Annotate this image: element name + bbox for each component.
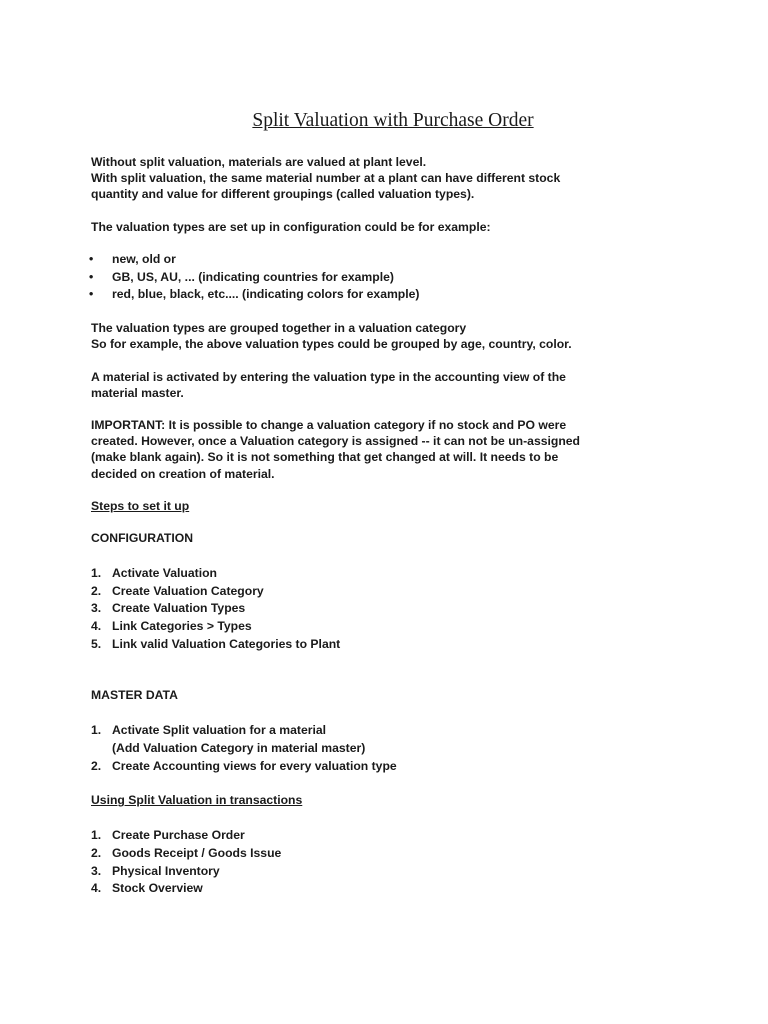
spacer — [91, 514, 691, 530]
list-item — [91, 863, 691, 881]
list-item — [91, 880, 691, 898]
spacer — [91, 546, 691, 565]
category-line-1: The valuation types are grouped together in a valuation category — [91, 321, 467, 336]
bullet-text: GB, US, AU, ... (indicating countries for example) — [112, 269, 394, 284]
list-item — [91, 251, 691, 269]
step-number: 1. — [91, 723, 102, 738]
step-label: Goods Receipt / Goods Issue — [112, 845, 282, 860]
master-data-heading: MASTER DATA — [91, 688, 178, 703]
step-number: 4. — [91, 619, 102, 634]
step-label: Create Valuation Types — [112, 601, 246, 616]
spacer — [91, 775, 691, 792]
list-item — [91, 722, 691, 740]
step-number: 3. — [91, 863, 102, 878]
spacer — [91, 304, 691, 320]
step-sub-label: (Add Valuation Category in material master) — [112, 741, 366, 755]
configuration-heading: CONFIGURATION — [91, 531, 194, 546]
bullet-icon: • — [89, 287, 94, 302]
activation-line-2: material master. — [91, 385, 184, 400]
list-item — [91, 286, 691, 304]
spacer — [91, 353, 691, 369]
step-label: Activate Split valuation for a material — [112, 723, 327, 738]
spacer — [91, 703, 691, 722]
step-label: Stock Overview — [112, 881, 203, 896]
step-label: Link valid Valuation Categories to Plant — [112, 636, 341, 651]
valuation-type-examples — [91, 251, 691, 304]
document-title: Split Valuation with Purchase Order — [252, 110, 534, 131]
types-intro: The valuation types are set up in configuration could be for example: — [91, 219, 491, 234]
step-label: Physical Inventory — [112, 863, 220, 878]
step-label: Create Valuation Category — [112, 583, 264, 598]
intro-line-3: quantity and value for different groupings (called valuation types). — [91, 187, 475, 202]
list-item — [91, 583, 691, 601]
important-line-2: created. However, once a Valuation category is assigned -- it can not be un-assigned — [91, 434, 580, 449]
spacer — [91, 653, 691, 687]
steps-heading: Steps to set it up — [91, 498, 190, 513]
step-number: 2. — [91, 583, 102, 598]
master-data-steps — [91, 722, 691, 775]
spacer — [91, 203, 691, 219]
step-number: 4. — [91, 881, 102, 896]
spacer — [91, 808, 691, 827]
bullet-icon: • — [89, 269, 94, 284]
configuration-steps — [91, 565, 691, 653]
step-label: Create Accounting views for every valuation type — [112, 758, 397, 773]
bullet-text: red, blue, black, etc.... (indicating colors for example) — [112, 287, 420, 302]
step-label: Link Categories > Types — [112, 619, 252, 634]
category-line-2: So for example, the above valuation types could be grouped by age, country, color. — [91, 337, 572, 352]
step-number: 3. — [91, 601, 102, 616]
step-number: 1. — [91, 566, 102, 581]
list-item — [91, 827, 691, 845]
intro-line-2: With split valuation, the same material number at a plant can have different stock — [91, 171, 561, 186]
important-line-3: (make blank again). So it is not something that get changed at will. It needs to be — [91, 450, 559, 465]
document-page — [91, 108, 691, 898]
list-item — [91, 758, 691, 776]
transactions-heading: Using Split Valuation in transactions — [91, 793, 303, 808]
intro-line-1: Without split valuation, materials are valued at plant level. — [91, 155, 427, 169]
spacer — [91, 482, 691, 498]
bullet-icon: • — [89, 251, 94, 266]
list-item — [91, 269, 691, 287]
activation-line-1: A material is activated by entering the valuation type in the accounting view of the — [91, 369, 566, 384]
spacer — [91, 401, 691, 417]
step-number: 5. — [91, 636, 102, 651]
list-item — [91, 618, 691, 636]
transaction-steps — [91, 827, 691, 897]
step-number: 2. — [91, 845, 102, 860]
list-item — [91, 636, 691, 654]
list-item — [91, 565, 691, 583]
bullet-text: new, old or — [112, 251, 176, 266]
list-item — [91, 740, 691, 758]
list-item — [91, 845, 691, 863]
step-label: Create Purchase Order — [112, 828, 245, 843]
important-line-1: IMPORTANT: It is possible to change a valuation category if no stock and PO were — [91, 418, 567, 433]
step-label: Activate Valuation — [112, 566, 217, 581]
important-line-4: decided on creation of material. — [91, 466, 275, 481]
spacer — [91, 235, 691, 251]
list-item — [91, 600, 691, 618]
step-number: 2. — [91, 758, 102, 773]
step-number: 1. — [91, 828, 102, 843]
